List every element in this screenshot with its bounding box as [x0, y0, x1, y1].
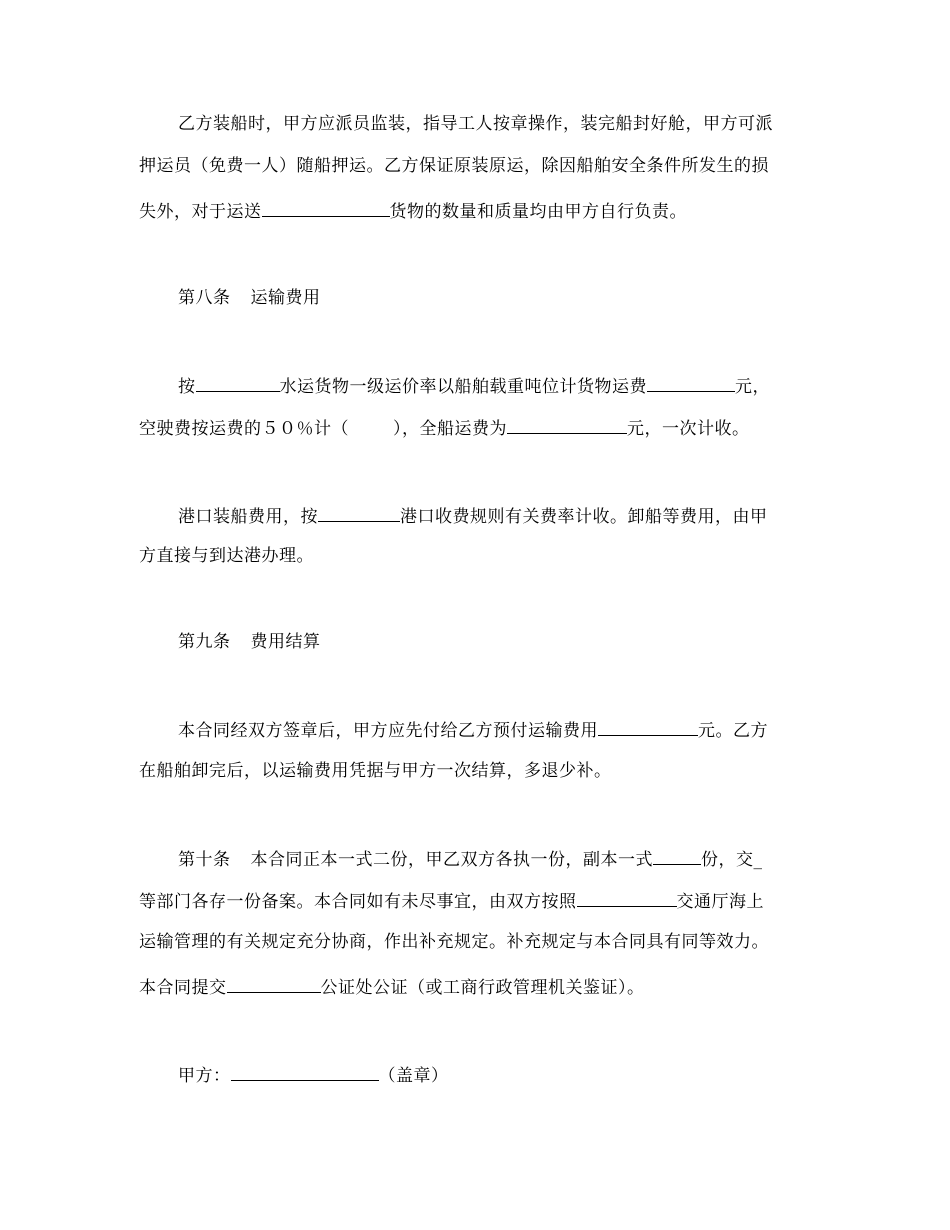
article-10-line1: 第十条 本合同正本一式二份，甲乙双方各执一份，副本一式 份，交_ [178, 846, 763, 871]
total-freight-blank[interactable] [507, 415, 627, 434]
port-name-blank[interactable] [318, 503, 400, 522]
article-10-number: 第十条 [178, 850, 231, 870]
article-10-line3: 运输管理的有关规定充分协商，作出补充规定。补充规定与本合同具有同等效力。 [139, 932, 769, 952]
article-8-title: 运输费用 [250, 288, 321, 308]
party-a-name-blank[interactable] [231, 1062, 379, 1081]
article-8-heading [178, 287, 321, 309]
article-10-line4: 本合同提交 公证处公证（或工商行政管理机关鉴证）。 [139, 974, 645, 999]
article-9-title: 费用结算 [250, 632, 321, 652]
rate-basis-blank[interactable] [196, 373, 280, 392]
para4-line1: 本合同经双方签章后，甲方应先付给乙方预付运输费用 元。乙方 [178, 717, 768, 742]
signature-party-a [178, 1062, 449, 1087]
para1-line1: 乙方装船时，甲方应派员监装，指导工人按章操作，装完船封好舱，甲方可派 [178, 114, 773, 134]
article-10-line2: 等部门各存一份备案。本合同如有未尽事宜，由双方按照 交通厅海上 [139, 888, 764, 913]
para4-line2: 在船舶卸完后，以运输费用凭据与甲方一次结算，多退少补。 [139, 761, 612, 781]
prepayment-blank[interactable] [598, 717, 698, 736]
article-9-number: 第九条 [178, 632, 231, 652]
cargo-name-blank[interactable] [262, 198, 390, 217]
notary-office-blank[interactable] [227, 974, 321, 993]
para1-line2: 押运员（免费一人）随船押运。乙方保证原装原运，除因船舶安全条件所发生的损 [139, 156, 769, 176]
para2-line2: 空驶费按运费的５０％计（ ），全船运费为 元，一次计收。 [139, 415, 750, 440]
para3-line1: 港口装船费用，按 港口收费规则有关费率计收。卸船等费用，由甲 [178, 503, 768, 528]
para3-line2: 方直接与到达港办理。 [139, 546, 314, 566]
party-a-label: 甲方： [178, 1066, 231, 1086]
freight-amount-blank[interactable] [647, 373, 735, 392]
seal-note: （盖章） [378, 1066, 449, 1086]
province-blank[interactable] [577, 888, 677, 907]
article-8-number: 第八条 [178, 288, 231, 308]
para2-line1: 按 水运货物一级运价率以船舶载重吨位计货物运费 元， [178, 373, 770, 398]
article-9-heading [178, 631, 321, 653]
copies-count-blank[interactable] [653, 846, 701, 865]
para1-line3: 失外，对于运送 货物的数量和质量均由甲方自行负责。 [139, 198, 687, 223]
